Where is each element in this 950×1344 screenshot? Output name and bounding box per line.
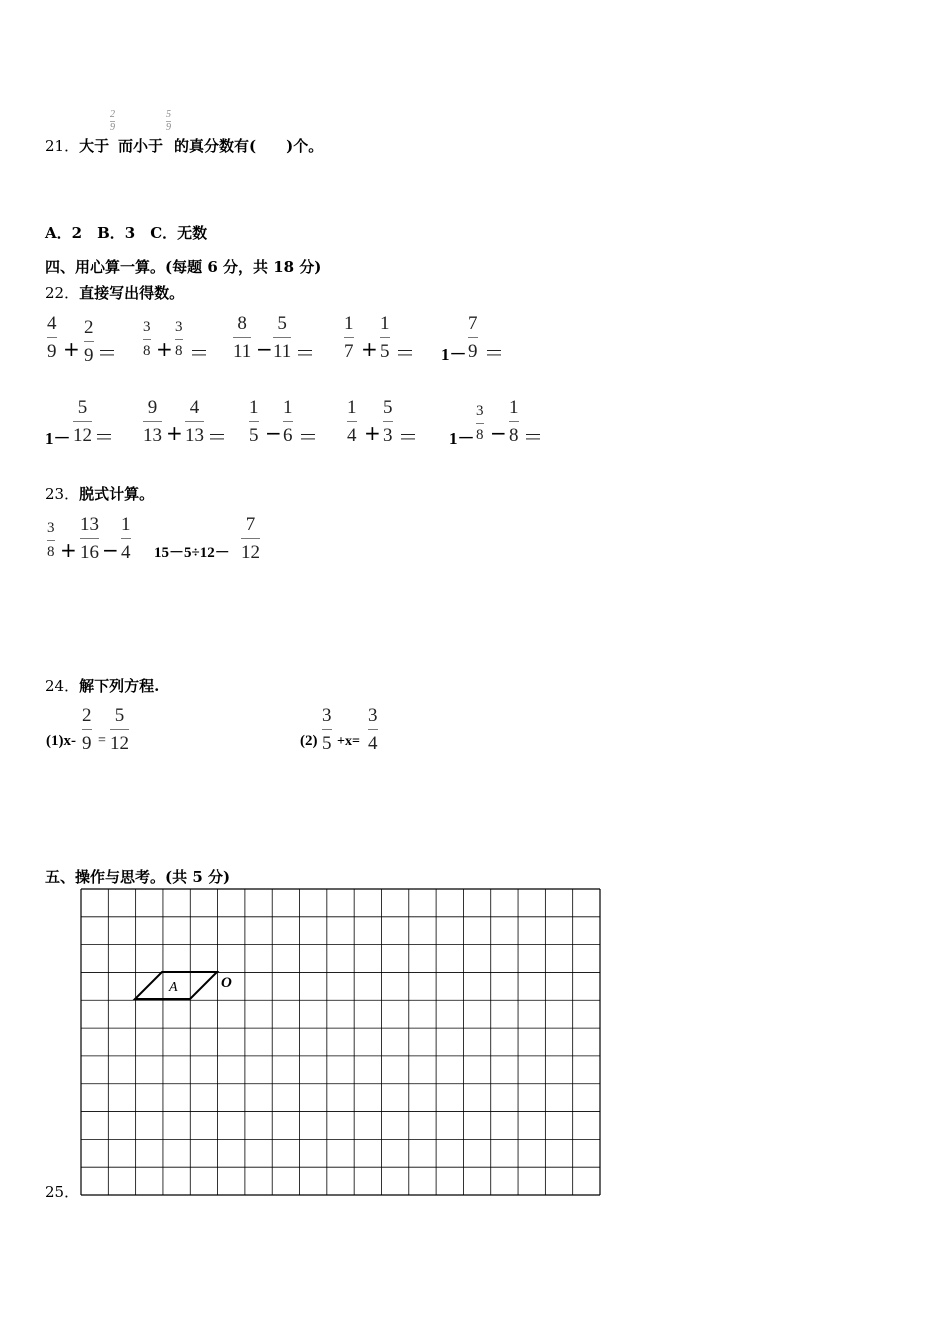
q21-text-part2: 而小于 (118, 137, 164, 155)
q21-text-part3: 的真分数有( )个。 (174, 137, 324, 155)
point-label-o: O (221, 975, 232, 991)
q21-fraction-2: 5 9 (166, 109, 171, 133)
q23-number: 23． (45, 485, 80, 503)
q24-number: 24． (45, 677, 80, 695)
grid-lines (81, 889, 600, 1195)
q22-prompt: 直接写出得数。 (79, 284, 185, 302)
q25-number: 25． (45, 1183, 80, 1201)
q21-text-part1: 大于 (79, 137, 110, 155)
coordinate-grid (80, 888, 602, 1198)
q21-fraction-1: 2 9 (110, 109, 115, 133)
shape-label-a: A (169, 980, 178, 995)
q23-prompt: 脱式计算。 (79, 485, 155, 503)
q21-number: 21． (45, 137, 80, 155)
q22-number: 22． (45, 284, 80, 302)
section5-title: 五、操作与思考。(共 5 分) (45, 868, 231, 886)
q24-prompt: 解下列方程. (79, 677, 160, 695)
q21-options: A．2 B．3 C．无数 (45, 224, 208, 242)
section4-title: 四、用心算一算。(每题 6 分，共 18 分) (45, 258, 322, 276)
